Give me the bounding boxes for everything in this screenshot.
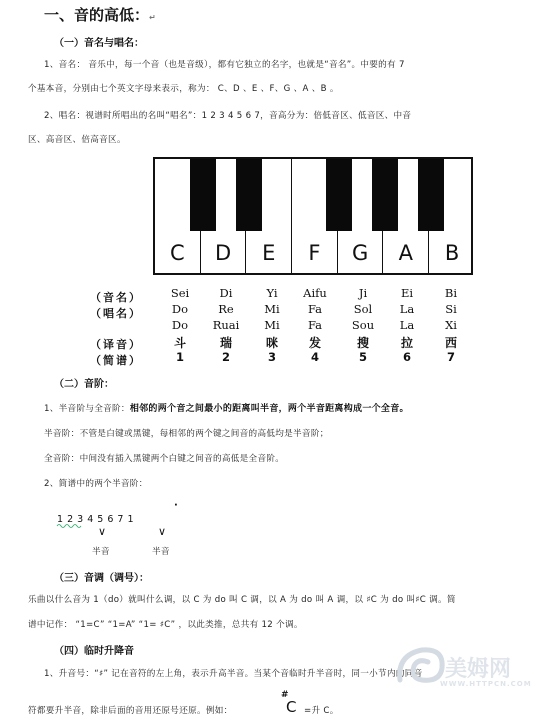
- table-cell: Ei: [400, 286, 414, 300]
- paragraph-sharp-line1: 1、升音号：“♯” 记在音符的左上角，表示升高半音。当某个音临时升半音时，同一小节内的同音: [44, 669, 423, 679]
- sharp-sign: #: [281, 690, 289, 700]
- key-label: F: [308, 241, 321, 265]
- table-cell: Di: [219, 286, 233, 300]
- sharp-example-text: 符都要升半音，除非后面的音用还原号还原。例如：: [28, 706, 233, 716]
- table-cell: Ruai: [212, 318, 240, 332]
- table-cell: Sou: [351, 318, 375, 332]
- paragraph-solfege-line1: 2、唱名：视谱时所唱出的名叫“唱名”：1 2 3 4 5 6 7，音高分为：倍低音区、低音区、中音: [44, 111, 412, 121]
- table-cell: La: [399, 318, 415, 332]
- table-cell: Xi: [445, 318, 457, 332]
- table-cell: 7: [446, 350, 455, 364]
- key-label: D: [214, 241, 232, 265]
- section-heading-note-names: （一）音名与唱名：: [54, 38, 144, 49]
- table-cell: 瑞: [219, 336, 232, 350]
- table-cell: 3: [267, 350, 276, 364]
- black-key-g-sharp: [372, 159, 398, 231]
- table-cell: Aifu: [303, 286, 327, 300]
- key-label: C: [170, 241, 185, 265]
- table-cell: Fa: [307, 318, 323, 332]
- section-heading-keys: （三）音调（调号）：: [54, 573, 149, 584]
- row-label-note-name: （音名）: [90, 291, 142, 304]
- numbered-scale: 1 2 3 4 5 6 7 1: [57, 514, 134, 525]
- row-label-numbered-notation: （简谱）: [90, 354, 142, 367]
- table-cell: Sei: [170, 286, 190, 300]
- section-heading-accidentals: （四）临时升降音: [54, 646, 134, 657]
- table-cell: 4: [310, 350, 319, 364]
- semitone-label-2: 半音: [152, 547, 170, 557]
- scales-intro-label: 1、半音阶与全音阶：: [44, 404, 130, 414]
- piano-keyboard-diagram: [153, 157, 473, 275]
- table-cell: 1: [175, 350, 184, 364]
- table-cell: Mi: [264, 302, 280, 316]
- key-label: A: [398, 241, 414, 265]
- table-cell: Do: [171, 302, 189, 316]
- watermark-url: WWW.HTTPCN.COM: [440, 680, 532, 688]
- paragraph-sharp-line2: [28, 704, 233, 716]
- table-cell: 2: [221, 350, 230, 364]
- table-cell: Fa: [307, 302, 323, 316]
- black-key-c-sharp: [190, 159, 216, 231]
- paragraph-note-name-line2: 个基本音，分别由七个英文字母来表示，称为： C、D 、E 、F、G 、A 、B 。: [28, 84, 339, 94]
- sharp-example-note: C: [286, 698, 297, 716]
- paragraph-two-semitones: 2、简谱中的两个半音阶：: [44, 479, 148, 489]
- table-cell: Ji: [358, 286, 368, 300]
- paragraph-solfege-line2: 区、高音区、倍高音区。: [28, 135, 126, 145]
- row-label-solfege: （唱名）: [90, 307, 142, 320]
- page-title: 一、音的高低：↵: [44, 6, 156, 24]
- table-cell: 斗: [173, 336, 186, 350]
- paragraph-keys-line1: 乐曲以什么音为 1（do）就叫什么调，以 C 为 do 叫 C 调，以 A 为 do 叫 A 调，以 ♯C 为 do 叫♯C 调。简: [28, 595, 456, 605]
- table-cell: Mi: [264, 318, 280, 332]
- table-cell: Si: [445, 302, 457, 316]
- semitone-bracket-1: ∨: [98, 525, 107, 538]
- table-cell: 拉: [400, 336, 413, 350]
- black-key-d-sharp: [236, 159, 262, 231]
- row-label-transliteration: （译音）: [90, 338, 142, 351]
- scales-intro-definition: 相邻的两个音之间最小的距离叫半音，两个半音距离构成一个全音。: [129, 404, 409, 414]
- table-cell: 搜: [356, 336, 369, 350]
- table-cell: 咪: [265, 336, 278, 350]
- watermark-text: 美姆网: [445, 656, 512, 682]
- high-octave-dot: ·: [174, 500, 178, 511]
- paragraph-scales-intro: [44, 401, 409, 414]
- table-cell: Do: [171, 318, 189, 332]
- semitone-bracket-2: ∨: [158, 525, 167, 538]
- table-cell: 5: [358, 350, 367, 364]
- table-cell: Yi: [266, 286, 278, 300]
- section-heading-scales: （二）音阶：: [54, 379, 114, 390]
- key-label: E: [262, 241, 276, 265]
- table-cell: Sol: [353, 302, 373, 316]
- black-key-f-sharp: [326, 159, 352, 231]
- sharp-example-result: =升 C。: [304, 706, 339, 716]
- paragraph-keys-line2: 谱中记作： “1=C” “1=A” “1= ♯C” ，以此类推，总共有 12 个调。: [28, 620, 303, 630]
- table-cell: Bi: [444, 286, 458, 300]
- table-cell: La: [399, 302, 415, 316]
- semitone-squiggle: [56, 523, 82, 528]
- key-label: G: [352, 241, 369, 265]
- semitone-label-1: 半音: [92, 547, 110, 557]
- table-cell: 发: [308, 336, 321, 350]
- table-cell: Re: [218, 302, 234, 316]
- table-cell: 西: [444, 336, 457, 350]
- key-label: B: [444, 241, 460, 265]
- paragraph-semitone: 半音阶：不管是白键或黑键，每相邻的两个键之间音的高低均是半音阶；: [44, 429, 329, 439]
- black-key-a-sharp: [418, 159, 444, 231]
- table-cell: 6: [402, 350, 411, 364]
- paragraph-whole-tone: 全音阶：中间没有插入黑键两个白键之间音的高低是全音阶。: [44, 454, 285, 464]
- paragraph-note-name-line1: 1、音名： 音乐中，每一个音（也是音级），都有它独立的名字，也就是“音名”。中要的有 7: [44, 60, 405, 70]
